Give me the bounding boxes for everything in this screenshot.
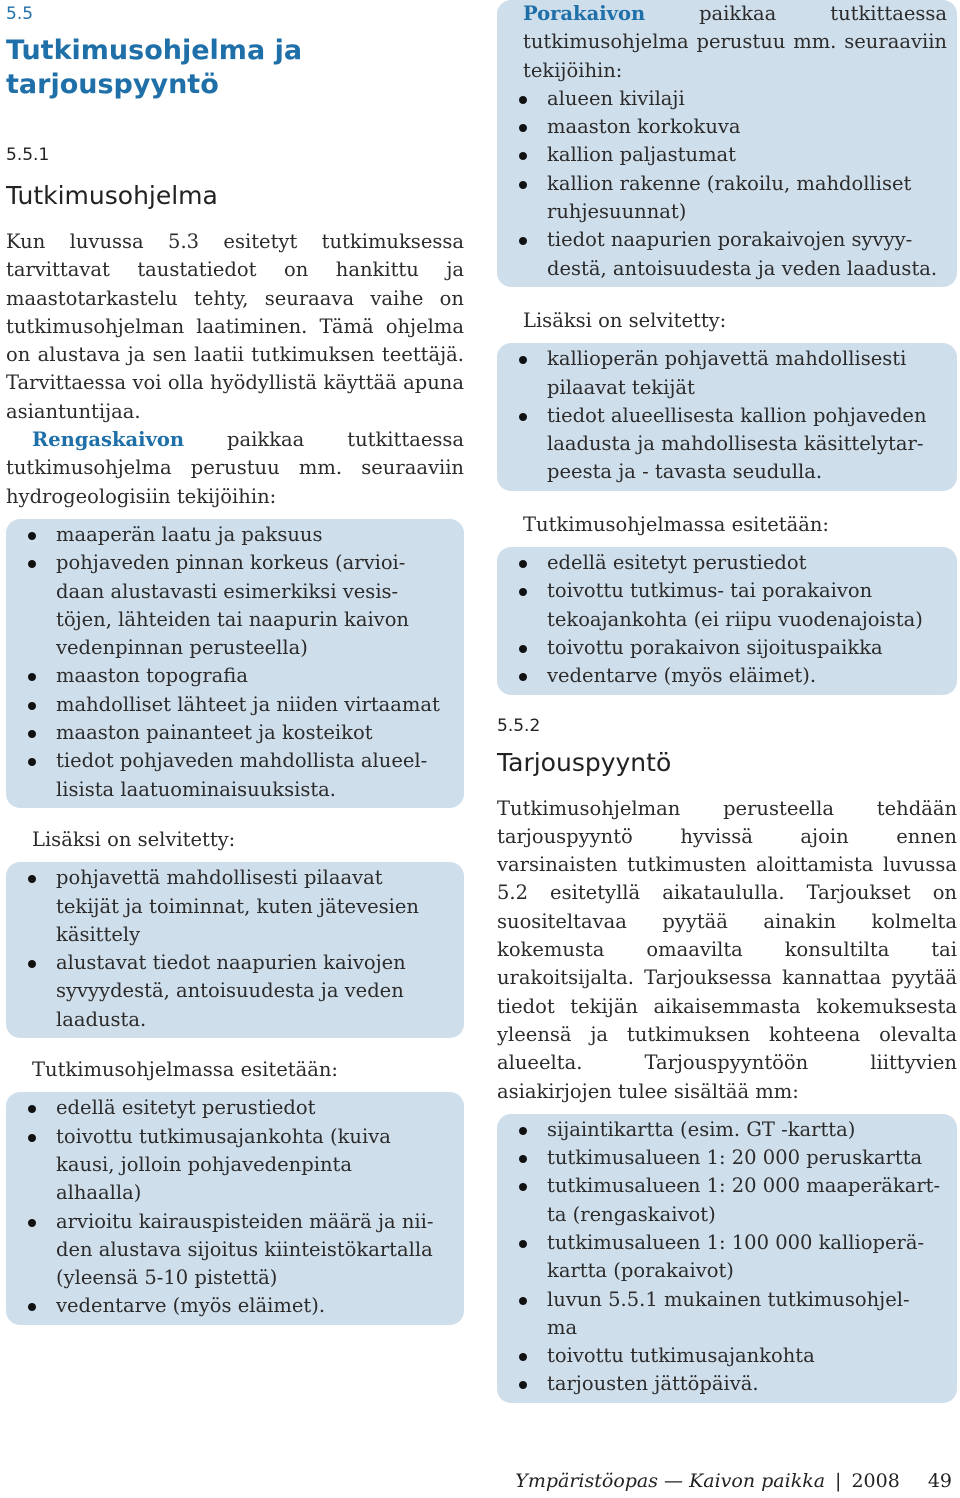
list-item: mahdolliset lähteet ja niiden virtaamat: [6, 691, 454, 719]
list-item: tarjousten jättöpäivä.: [497, 1370, 947, 1398]
tarjouspyynto-paragraph: Tutkimusohjelman perusteella tehdään tarjouspyyntö hyvissä ajoin ennen varsinaisten tutkimusten aloittamista luvussa 5.2 esitetyllä aikataululla. Tarjoukset on suositeltavaa pyytää ainakin kolmelta kokemusta omaavilta konsultilta tai urakoitsijalta. Tarjouksessa kannattaa pyytää tiedot tekijän aikaisemmasta kokemuksesta yleensä ja tutkimuksen kohteena olevalta alueelta. Tarjouspyyntöön liittyvien asiakirjojen tulee sisältää mm:: [497, 796, 957, 1103]
list-item: maaston topografia: [6, 662, 454, 690]
list-item: vedentarve (myös eläimet).: [497, 662, 947, 690]
subsection-title: Tutkimusohjelma: [6, 181, 218, 210]
list-item: edellä esitetyt perustiedot: [497, 549, 947, 577]
section-title-line-1: Tutkimusohjelma ja: [6, 35, 303, 66]
list-item: kallion paljastumat: [497, 141, 947, 169]
section-title-line-2: tarjouspyyntö: [6, 69, 219, 100]
list-item: pohjaveden pinnan korkeus (arvioi- daan alustavasti esimerkiksi vesis- töjen, lähteiden tai naapurin kaivon vedenpinnan perusteella): [6, 549, 454, 662]
list-item: tutkimusalueen 1: 100 000 kallioperä- kartta (porakaivot): [497, 1229, 947, 1286]
intro-paragraph: Kun luvussa 5.3 esitetyt tutkimuksessa tarvittavat taustatiedot on hankittu ja maastotarkastelu tehty, seuraava vaihe on tutkimusohjelman laatiminen. Tämä ohjelma on alustava ja sen laatii tutkimuksen teettäjä. Tarvittaessa voi olla hyödyllistä käyttää apuna asiantuntijaa.: [6, 230, 464, 423]
list-item: tutkimusalueen 1: 20 000 peruskartta: [497, 1144, 947, 1172]
section-title: [6, 34, 464, 102]
list-item: maaston korkokuva: [497, 113, 947, 141]
rengaskaivo-factors-box: [6, 519, 464, 808]
list-item: arvioitu kairauspisteiden määrä ja nii- den alustava sijoitus kiinteistökartalla (yleensä 5-10 pistettä): [6, 1208, 454, 1293]
page-number: 49: [927, 1470, 952, 1492]
subsection-2-title: Tarjouspyyntö: [497, 747, 672, 777]
porakaivo-text: paikkaa tutkittaessa tutkimusohjelma perustuu mm. seuraaviin tekijöihin:: [523, 2, 947, 82]
list-item: kallion rakenne (rakoilu, mahdolliset ruhjesuunnat): [497, 170, 947, 227]
porakaivo-box: [497, 0, 957, 287]
subsection-number: 5.5.1: [6, 145, 50, 165]
footer-year: 2008: [851, 1470, 900, 1492]
list-item: vedentarve (myös eläimet).: [6, 1292, 454, 1320]
list-item: toivottu tutkimusajankohta (kuiva kausi, jolloin pohjavedenpinta alhaalla): [6, 1123, 454, 1208]
left-program-label: Tutkimusohjelmassa esitetään:: [32, 1058, 338, 1082]
list-item: toivottu porakaivon sijoituspaikka: [497, 634, 947, 662]
list-item: maaperän laatu ja paksuus: [6, 521, 454, 549]
page-footer: [515, 1470, 952, 1492]
list-item: tiedot pohjaveden mahdollista alueel- lisista laatuominaisuuksista.: [6, 747, 454, 804]
list-item: alustavat tiedot naapurien kaivojen syvyydestä, antoisuudesta ja veden laadusta.: [6, 949, 454, 1034]
list-item: tiedot naapurien porakaivojen syvyy- destä, antoisuudesta ja veden laadusta.: [497, 226, 947, 283]
list-item: alueen kivilaji: [497, 85, 947, 113]
right-additional-box: [497, 343, 957, 490]
list-item: tutkimusalueen 1: 20 000 maaperäkart- ta (rengaskaivot): [497, 1172, 947, 1229]
rengaskaivo-text: paikkaa tutkittaessa tutkimusohjelma perustuu mm. seuraaviin hydrogeologisiin tekijöihin:: [6, 428, 464, 508]
section-number: 5.5: [6, 4, 34, 24]
footer-publication: Ympäristöopas — Kaivon paikka: [515, 1470, 826, 1492]
list-item: luvun 5.5.1 mukainen tutkimusohjel- ma: [497, 1286, 947, 1343]
left-additional-box: [6, 862, 464, 1038]
list-item: tiedot alueellisesta kallion pohjaveden laadusta ja mahdollisesta käsittelytar- peesta ja - tavasta seudulla.: [497, 402, 947, 487]
list-item: maaston painanteet ja kosteikot: [6, 719, 454, 747]
subsection-2-number: 5.5.2: [497, 715, 541, 736]
right-program-box: [497, 547, 957, 694]
left-column: [6, 0, 464, 1325]
left-additional-label: Lisäksi on selvitetty:: [32, 827, 236, 851]
right-program-label: Tutkimusohjelmassa esitetään:: [523, 512, 829, 536]
porakaivo-term: Porakaivon: [523, 2, 646, 25]
rengaskaivo-term: Rengaskaivon: [32, 428, 185, 452]
right-additional-label: Lisäksi on selvitetty:: [523, 308, 727, 332]
list-item: toivottu tutkimus- tai porakaivon tekoajankohta (ei riipu vuodenajoista): [497, 577, 947, 634]
footer-separator: |: [835, 1470, 842, 1492]
right-column: [497, 0, 957, 1403]
list-item: toivottu tutkimusajankohta: [497, 1342, 947, 1370]
list-item: sijaintikartta (esim. GT -kartta): [497, 1116, 947, 1144]
rengaskaivo-paragraph: [6, 426, 464, 511]
left-program-box: [6, 1092, 464, 1324]
documents-box: [497, 1114, 957, 1403]
list-item: pohjavettä mahdollisesti pilaavat tekijät ja toiminnat, kuten jätevesien käsittely: [6, 864, 454, 949]
porakaivo-paragraph: [497, 0, 947, 85]
list-item: edellä esitetyt perustiedot: [6, 1094, 454, 1122]
list-item: kallioperän pohjavettä mahdollisesti pilaavat tekijät: [497, 345, 947, 402]
